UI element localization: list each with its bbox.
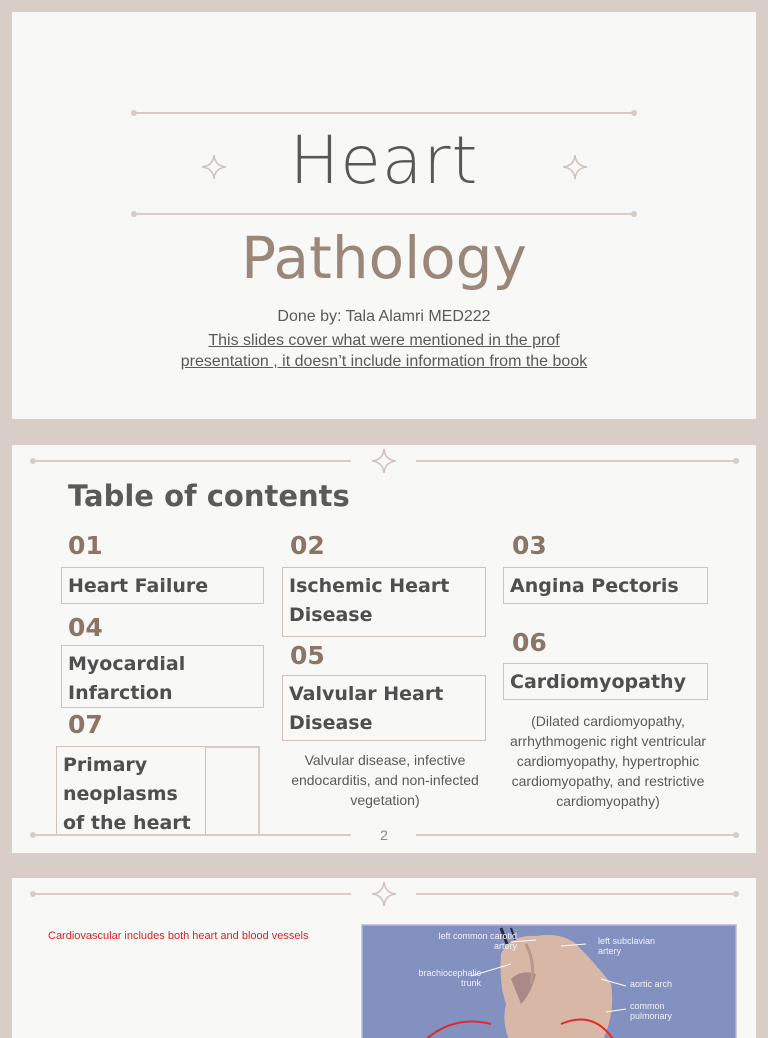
box-extension [206, 746, 260, 748]
item-number: 06 [512, 628, 547, 657]
sparkle-icon [371, 448, 397, 474]
label-left-subclavian: left subclavian artery [598, 936, 656, 956]
cardiomyopathy-note: (Dilated cardiomyopathy, arrhythmogenic right ventricular cardiomyopathy, hypertrophic cardiomyopathy, and restrictive cardiomyopathy) [509, 713, 707, 809]
title-heart: Heart [289, 122, 479, 199]
toc-item-angina-pectoris[interactable]: Angina Pectoris [503, 567, 708, 604]
rule-dot [733, 891, 739, 897]
item-number: 04 [68, 613, 103, 642]
cardiovascular-caption: Cardiovascular includes both heart and blood vessels [48, 930, 309, 942]
disclaimer-line-2: presentation , it doesn’t include information from the book [180, 353, 588, 370]
disclaimer-line-1: This slides cover what were mentioned in the prof [208, 332, 560, 349]
item-number: 02 [290, 531, 325, 560]
top-rule-right [416, 893, 736, 895]
top-rule-left [33, 460, 351, 462]
item-number: 03 [512, 531, 547, 560]
label-aortic-arch: aortic arch [630, 979, 673, 989]
toc-item-primary-neoplasms[interactable]: Primary neoplasms of the heart [56, 746, 206, 835]
item-number: 05 [290, 641, 325, 670]
heart-anatomy-image [361, 924, 737, 1038]
contents-title: Table of contents [68, 479, 350, 513]
cardiovascular-slide [12, 878, 756, 1038]
title-pathology: Pathology [241, 224, 527, 292]
rule-dot [733, 458, 739, 464]
rule-dot [631, 211, 637, 217]
label-left-common-carotid: left common carotid artery [438, 931, 517, 951]
item-number: 01 [68, 531, 103, 560]
title-slide [12, 12, 756, 419]
disclaimer-note [12, 330, 756, 372]
box-extension [258, 746, 260, 835]
bottom-rule [134, 213, 634, 215]
toc-item-valvular-heart-disease[interactable]: Valvular Heart Disease [282, 675, 486, 741]
top-rule-right [416, 460, 736, 462]
valvular-note: Valvular disease, infective endocarditis, and non-infected vegetation) [291, 752, 479, 808]
top-rule [134, 112, 634, 114]
top-rule-left [33, 893, 351, 895]
sparkle-icon [371, 881, 397, 907]
rule-dot [631, 110, 637, 116]
toc-item-myocardial-infarction[interactable]: Myocardial Infarction [61, 645, 264, 708]
bottom-rule-right [416, 834, 736, 836]
label-brachiocephalic: brachiocephalic trunk [418, 968, 481, 988]
label-common-pulmonary: common pulmonary [630, 1001, 673, 1021]
page-number: 2 [380, 827, 388, 843]
item-number: 07 [68, 710, 103, 739]
contents-slide [12, 445, 756, 853]
rule-dot [733, 832, 739, 838]
toc-item-ischemic-heart-disease[interactable]: Ischemic Heart Disease [282, 567, 486, 637]
toc-item-heart-failure[interactable]: Heart Failure [61, 567, 264, 604]
author-byline: Done by: Tala Alamri MED222 [277, 308, 491, 325]
toc-item-cardiomyopathy[interactable]: Cardiomyopathy [503, 663, 708, 700]
